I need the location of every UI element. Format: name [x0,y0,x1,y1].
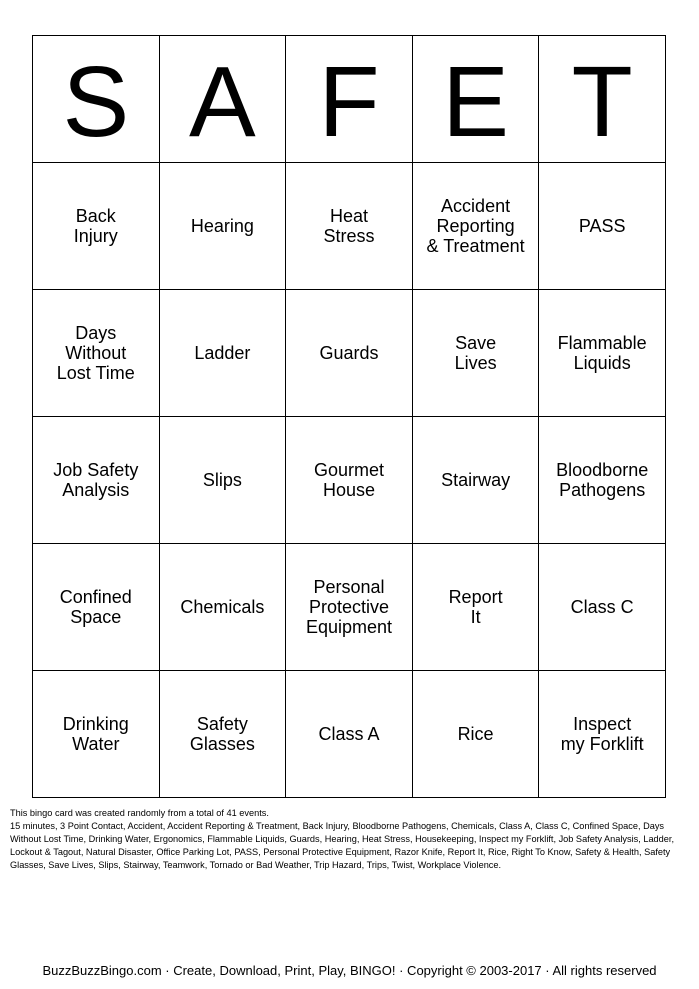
card-info-intro: This bingo card was created randomly from a total of 41 events. [10,808,269,818]
bingo-cell: Back Injury [33,163,160,290]
bingo-row [33,163,666,290]
bingo-cell: Rice [412,671,539,798]
header-letter: E [412,36,539,163]
bingo-cell: Accident Reporting & Treatment [412,163,539,290]
bingo-cell: Inspect my Forklift [539,671,666,798]
bingo-row [33,671,666,798]
header-letter: S [33,36,160,163]
bingo-cell: Job Safety Analysis [33,417,160,544]
header-letter: A [159,36,286,163]
header-letter: T [539,36,666,163]
bingo-cell: Bloodborne Pathogens [539,417,666,544]
bingo-cell: Slips [159,417,286,544]
bingo-cell: Ladder [159,290,286,417]
header-letter: F [286,36,413,163]
bingo-cell: Class C [539,544,666,671]
bingo-cell: Days Without Lost Time [33,290,160,417]
bingo-cell: Class A [286,671,413,798]
bingo-cell: Confined Space [33,544,160,671]
bingo-cell: Report It [412,544,539,671]
bingo-row [33,544,666,671]
bingo-cell: Chemicals [159,544,286,671]
bingo-row [33,417,666,544]
bingo-cell: Save Lives [412,290,539,417]
bingo-cell: Personal Protective Equipment [286,544,413,671]
bingo-cell: Drinking Water [33,671,160,798]
card-info [10,807,690,872]
bingo-cell: Stairway [412,417,539,544]
bingo-cell: Guards [286,290,413,417]
bingo-cell: PASS [539,163,666,290]
bingo-cell: Flammable Liquids [539,290,666,417]
bingo-cell: Heat Stress [286,163,413,290]
bingo-row [33,290,666,417]
bingo-cell: Gourmet House [286,417,413,544]
card-info-events: 15 minutes, 3 Point Contact, Accident, Accident Reporting & Treatment, Back Injury, Bloodborne Pathogens, Chemicals, Class A, Class C, Confined Space, Days Without Lost Time, Drinking Water, Ergonomics, Flammable Liquids, Guards, Hearing, Heat Stress, Housekeeping, Inspect my Forklift, Job Safety Analysis, Ladder, Lockout & Tagout, Natural Disaster, Office Parking Lot, PASS, Personal Protective Equipment, Razor Knife, Report It, Rice, Right To Know, Safety & Health, Safety Glasses, Save Lives, Slips, Stairway, Teamwork, Tornado or Bad Weather, Trip Hazard, Trips, Twist, Workplace Violence. [10,821,674,870]
footer-text: BuzzBuzzBingo.com · Create, Download, Print, Play, BINGO! · Copyright © 2003-2017 · All rights reserved [42,963,657,978]
bingo-card [32,35,666,798]
bingo-cell: Safety Glasses [159,671,286,798]
bingo-cell: Hearing [159,163,286,290]
bingo-header-row [33,36,666,163]
